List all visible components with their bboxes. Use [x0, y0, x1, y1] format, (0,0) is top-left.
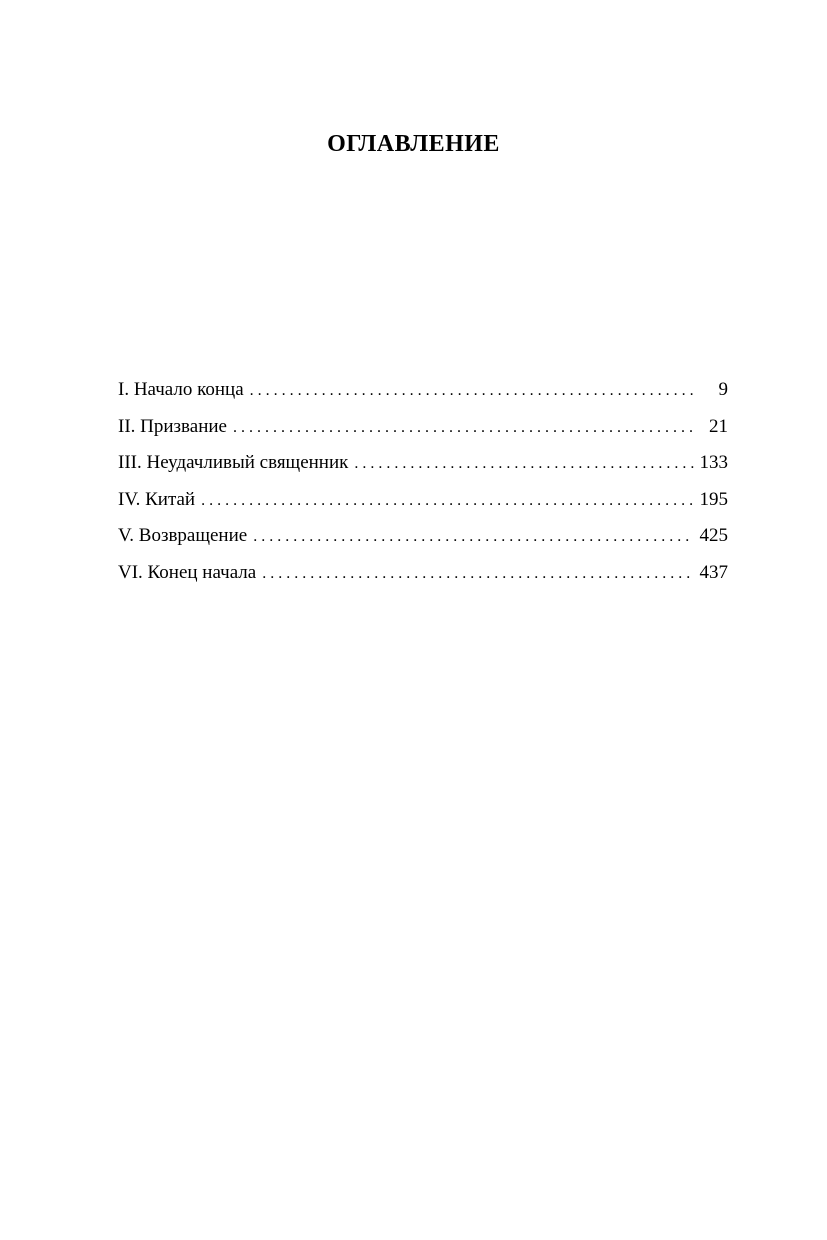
- toc-entry-label: II. Призвание: [118, 415, 227, 437]
- toc-entry-label: I. Начало конца: [118, 379, 244, 400]
- toc-entry-page: 195: [699, 488, 728, 510]
- toc-entry-page: 133: [699, 452, 728, 473]
- toc-entry-2[interactable]: [118, 409, 728, 446]
- toc-entry-1[interactable]: [118, 372, 728, 409]
- toc-entry-page: 425: [699, 525, 728, 546]
- toc-dot-leader: [233, 410, 694, 446]
- toc-entry-page: 9: [718, 379, 728, 400]
- toc-entry-3[interactable]: [118, 445, 728, 482]
- toc-entry-label: IV. Китай: [118, 488, 196, 510]
- toc-dot-leader: [253, 519, 694, 555]
- toc-dot-leader: [262, 556, 694, 592]
- toc-entry-label: VI. Конец начала: [118, 561, 257, 583]
- toc-dot-leader: [201, 483, 694, 519]
- table-of-contents: [118, 372, 728, 591]
- page-title: ОГЛАВЛЕНИЕ: [327, 131, 500, 157]
- toc-dot-leader: [354, 446, 694, 482]
- toc-entry-page: 437: [699, 561, 728, 583]
- toc-entry-4[interactable]: [118, 482, 728, 519]
- toc-dot-leader: [250, 373, 694, 409]
- toc-entry-6[interactable]: [118, 555, 728, 592]
- toc-entry-label: III. Неудачливый священник: [118, 452, 349, 473]
- toc-entry-label: V. Возвращение: [118, 525, 248, 546]
- toc-entry-page: 21: [709, 415, 728, 437]
- toc-entry-5[interactable]: [118, 518, 728, 555]
